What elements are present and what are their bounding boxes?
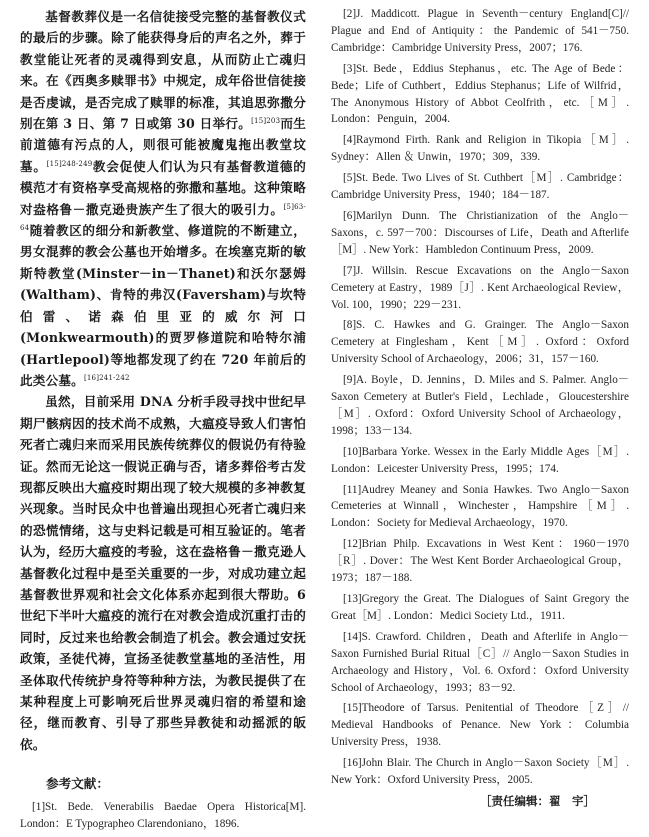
responsible-editor: ［责任编辑：翟 宇］ [480, 793, 595, 808]
reference-item: [6]Marilyn Dunn. The Christianization of the Anglo－Saxons，c. 597－700：Discourses of Life，Death and Afterlife［M］. New York：Hambledon Continuum Press，2009. [331, 209, 629, 256]
citation-marker: [5]63-64 [20, 202, 306, 232]
reference-item: [11]Audrey Meaney and Sonia Hawkes. Two Anglo－Saxon Cemeteries at Winnall，Winchester，Hampshire［M］. London：Society for Medieval Archaeology，1970. [331, 483, 629, 530]
reference-item: [10]Barbara Yorke. Wessex in the Early Middle Ages［M］. London：Leicester University Press，1995；174. [331, 445, 629, 475]
citation-marker: [15]203 [251, 116, 281, 125]
reference-item: [1]St. Bede. Venerabilis Baedae Opera Historica[M]. London：E Typographeo Clarendoniano，1896. [20, 801, 306, 831]
reference-item: [14]S. Crawford. Children，Death and Afterlife in Anglo－Saxon Furnished Burial Ritual［C］// Anglo－Saxon Studies in Archaeology and History，Vol. 6. Oxford：Oxford University School of Archaeology，1993；83－92. [331, 630, 629, 694]
reference-item: [5]St. Bede. Two Lives of St. Cuthbert［M］. Cambridge：Cambridge University Press，1940；184－187. [331, 172, 629, 202]
reference-item: [8]S. C. Hawkes and G. Grainger. The Anglo－Saxon Cemetery at Finglesham，Kent［M］. Oxford：Oxford University School of Archaeology，2006；31，157－160. [331, 319, 629, 366]
paragraph-text: 随着教区的细分和新教堂、修道院的不断建立，男女混葬的教会公墓也开始增多。在埃塞克斯的敏斯特教堂(Minster－in－Thanet)和沃尔瑟姆(Waltham)、肯特的弗汉(Faversham)与坎特伯雷、诺森伯里亚的威尔河口(Monkwearmouth)的贾罗修道院和哈特尔浦(Hartlepool)等地都发现了约在 720 年前后的此类公墓。 [20, 223, 306, 388]
citation-marker: [15]248-249 [46, 159, 93, 168]
right-column [331, 6, 629, 809]
paragraph-text: 基督教葬仪是一名信徒接受完整的基督教仪式的最后的步骤。除了能获得身后的声名之外，葬于教堂能让死者的灵魂得到安息，从而防止亡魂归来。在《西奥多赎罪书》中规定，成年俗世信徒接是否虔诚，是否完成了赎罪的标准，其追思弥撒分别在第 3 日、第 7 日或第 30 日举行。 [20, 9, 306, 132]
reference-item: [9]A. Boyle，D. Jennins，D. Miles and S. Palmer. Anglo－Saxon Cemetery at Butler's Field，Lechlade，Gloucestershire［M］. Oxford：Oxford University School of Archaeology，1998；133－134. [331, 374, 629, 437]
reference-item: [3]St. Bede，Eddius Stephanus，etc. The Age of Bede：Bede；Life of Cuthbert，Eddius Stephanus；Life of Wilfrid，The Anonymous History of Abbot Ceolfrith，etc.［M］. London：Penguin，2004. [331, 62, 629, 126]
reference-item: [4]Raymond Firth. Rank and Religion in Tikopia［M］. Sydney：Allen ＆ Unwin，1970；309，339. [331, 134, 629, 164]
paragraph-text: 虽然，目前采用 DNA 分析手段寻找中世纪早期尸骸病因的技术尚不成熟，大瘟疫导致人们害怕死者亡魂归来而采用民族传统葬仪的假说仍有待验证。然而无论这一假说正确与否，诸多葬俗考古发现都反映出大瘟疫时期出现了较大规模的多神教复兴现象。当时民众中也普遍出现担心死者亡魂归来的恐慌情绪，这与史料记载是可相互验证的。笔者认为，经历大瘟疫的考验，这在盎格鲁－撒克逊人基督教化过程中是至关重要的一步，对成功建立起基督教世界观和社会文化体系亦起到很大帮助。6 世纪下半叶大瘟疫的流行在对教会造成沉重打击的同时，反过来也给教会制造了机会。教会通过安抚政策，圣徒代祷，宣扬圣徒教堂墓地的圣洁性，用圣体取代传统护身符等种种方法，为教民提供了在某种程度上可影响死后世界灵魂归宿的希望和途径，继而教育、引导了那些异教徒和动摇派的皈依。 [20, 394, 306, 752]
reference-item: [16]John Blair. The Church in Anglo－Saxon Society［M］. New York：Oxford University Press，2005. [331, 757, 629, 787]
reference-item: [7]J. Willsin. Rescue Excavations on the Anglo－Saxon Cemetery at Eastry，1989［J］. Kent Archaeological Review，Vol. 100，1990；229－231. [331, 264, 629, 311]
paragraph-text: 而生前道德有污点的人，则很可能被魔鬼拖出教堂坟墓。 [20, 116, 306, 174]
body-paragraph-1 [20, 6, 306, 391]
references-heading: 参考文献： [46, 776, 109, 792]
reference-item: [12]Brian Philp. Excavations in West Kent：1960－1970［R］. Dover：The West Kent Border Archaeological Group，1973；187－188. [331, 538, 629, 585]
citation-marker: [16]241-242 [83, 373, 130, 382]
reference-item: [15]Theodore of Tarsus. Penitential of Theodore［Z］// Medieval Handbooks of Penance. New York：Columbia University Press，1938. [331, 702, 629, 749]
reference-item: [13]Gregory the Great. The Dialogues of Saint Gregory the Great［M］. London：Medici Society Ltd.，1911. [331, 593, 629, 622]
paragraph-text: 教会促使人们认为只有基督教道德的模范才有资格享受高规格的弥撒和墓地。这种策略对盎格鲁－撒克逊贵族产生了很大的吸引力。 [20, 158, 307, 217]
left-column [20, 6, 306, 837]
reference-item: [2]J. Maddicott. Plague in Seventh－century England[C]// Plague and End of Antiquity：the Pandemic of 541－750. Cambridge：Cambridge University Press，2007；176. [331, 8, 629, 54]
body-paragraph-2 [20, 391, 306, 755]
